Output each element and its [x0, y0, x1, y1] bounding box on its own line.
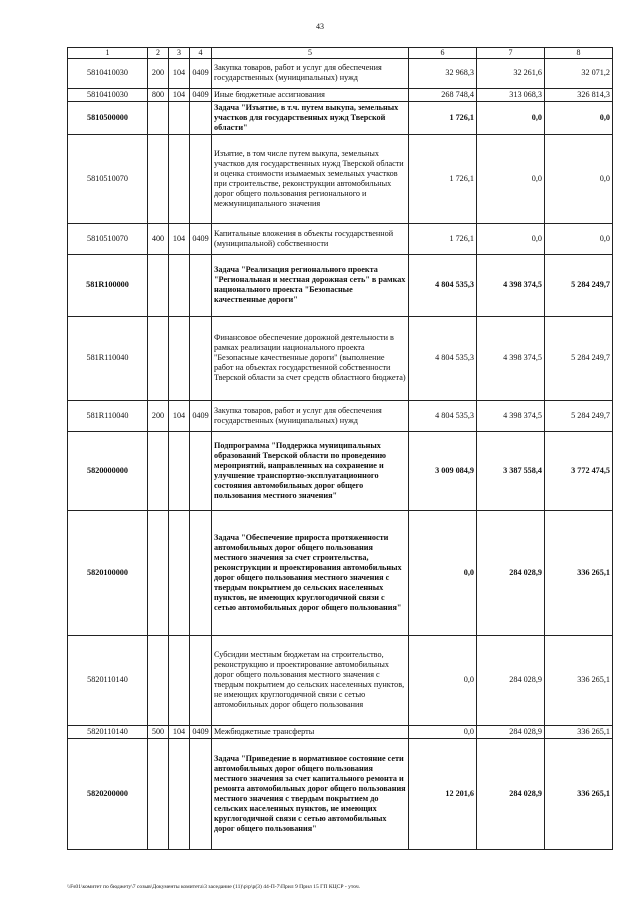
cell-year-2: 0,0 — [477, 223, 545, 254]
table-row — [68, 134, 613, 223]
cell-description: Подпрограмма "Поддержка муниципальных образований Тверской области по проведению мероприятий, направленных на сохранение и улучшение транспортно-эксплуатационного состояния автомобильных дорог общего пользования местного значения" — [212, 431, 409, 510]
cell-subsection — [190, 738, 212, 849]
cell-section: 104 — [169, 400, 190, 431]
file-path-footer: \\Fs01\комитет по бюджету\7 созыв\Документы комитета\3 заседание (11)\p\p\p(3) 44-П-7\Прил 9 Прил 15 ГП КЦСР - уточ. — [67, 884, 361, 890]
cell-year-3: 336 265,1 — [545, 635, 613, 725]
cell-year-3: 336 265,1 — [545, 725, 613, 738]
cell-description: Задача "Изъятие, в т.ч. путем выкупа, земельных участков для государственных нужд Тверской области" — [212, 101, 409, 134]
cell-section: 104 — [169, 88, 190, 101]
cell-year-1: 4 804 535,3 — [409, 316, 477, 400]
cell-subsection — [190, 134, 212, 223]
cell-year-1: 32 968,3 — [409, 58, 477, 88]
cell-description: Иные бюджетные ассигнования — [212, 88, 409, 101]
cell-description: Субсидии местным бюджетам на строительство, реконструкцию и проектирование автомобильных дорог общего пользования местного значения с твердым покрытием до сельских населенных пунктов, не имеющих круглогодичной связи с сетью автомобильных дорог общего пользования — [212, 635, 409, 725]
cell-subsection — [190, 101, 212, 134]
cell-subsection — [190, 254, 212, 316]
cell-code: 5820200000 — [68, 738, 148, 849]
cell-year-1: 4 804 535,3 — [409, 254, 477, 316]
cell-year-1: 0,0 — [409, 635, 477, 725]
column-header: 5 — [212, 48, 409, 59]
table-row — [68, 101, 613, 134]
table-row — [68, 400, 613, 431]
table-body — [68, 58, 613, 849]
cell-year-2: 4 398 374,5 — [477, 400, 545, 431]
cell-year-3: 32 071,2 — [545, 58, 613, 88]
cell-year-2: 0,0 — [477, 101, 545, 134]
column-header: 3 — [169, 48, 190, 59]
cell-section — [169, 134, 190, 223]
cell-code: 5810410030 — [68, 58, 148, 88]
cell-code: 5820110140 — [68, 725, 148, 738]
table-row — [68, 725, 613, 738]
cell-section — [169, 738, 190, 849]
cell-description: Закупка товаров, работ и услуг для обеспечения государственных (муниципальных) нужд — [212, 58, 409, 88]
cell-code: 5810410030 — [68, 88, 148, 101]
page-number: 43 — [316, 22, 324, 31]
cell-subsection — [190, 316, 212, 400]
cell-section — [169, 635, 190, 725]
cell-description: Задача "Приведение в нормативное состояние сети автомобильных дорог общего пользования местного значения за счет капитального ремонта и ремонта автомобильных дорог общего пользования местного значения с твердым покрытием до сельских населенных пунктов, не имеющих круглогодичной связи с сетью автомобильных дорог общего пользования" — [212, 738, 409, 849]
cell-year-3: 0,0 — [545, 134, 613, 223]
table-row — [68, 316, 613, 400]
table-header-row — [68, 48, 613, 59]
cell-subsection: 0409 — [190, 725, 212, 738]
cell-year-1: 4 804 535,3 — [409, 400, 477, 431]
cell-year-1: 1 726,1 — [409, 134, 477, 223]
cell-year-2: 313 068,3 — [477, 88, 545, 101]
column-header: 8 — [545, 48, 613, 59]
cell-section: 104 — [169, 223, 190, 254]
cell-code: 5810500000 — [68, 101, 148, 134]
cell-subsection: 0409 — [190, 400, 212, 431]
column-header: 2 — [148, 48, 169, 59]
cell-year-3: 0,0 — [545, 223, 613, 254]
cell-expense-type — [148, 431, 169, 510]
cell-code: 5820110140 — [68, 635, 148, 725]
cell-code: 5810510070 — [68, 223, 148, 254]
table-row — [68, 88, 613, 101]
cell-subsection: 0409 — [190, 223, 212, 254]
column-header: 6 — [409, 48, 477, 59]
column-header: 4 — [190, 48, 212, 59]
cell-code: 5820100000 — [68, 510, 148, 635]
cell-year-3: 336 265,1 — [545, 738, 613, 849]
cell-expense-type — [148, 316, 169, 400]
cell-code: 581R110040 — [68, 316, 148, 400]
cell-year-2: 3 387 558,4 — [477, 431, 545, 510]
cell-section — [169, 101, 190, 134]
cell-year-2: 284 028,9 — [477, 635, 545, 725]
cell-expense-type: 200 — [148, 400, 169, 431]
cell-year-2: 4 398 374,5 — [477, 254, 545, 316]
cell-expense-type: 200 — [148, 58, 169, 88]
cell-description: Изъятие, в том числе путем выкупа, земельных участков для государственных нужд Тверской области и оценка стоимости изымаемых земельных участков при строительстве, реконструкции автомобильных дорог общего пользования регионального и межмуниципального значения — [212, 134, 409, 223]
cell-code: 5810510070 — [68, 134, 148, 223]
cell-expense-type — [148, 101, 169, 134]
cell-year-3: 0,0 — [545, 101, 613, 134]
cell-year-2: 284 028,9 — [477, 738, 545, 849]
cell-year-3: 5 284 249,7 — [545, 400, 613, 431]
column-header: 7 — [477, 48, 545, 59]
cell-description: Капитальные вложения в объекты государственной (муниципальной) собственности — [212, 223, 409, 254]
table-row — [68, 431, 613, 510]
cell-year-3: 5 284 249,7 — [545, 254, 613, 316]
cell-subsection: 0409 — [190, 58, 212, 88]
cell-year-1: 268 748,4 — [409, 88, 477, 101]
cell-year-1: 1 726,1 — [409, 223, 477, 254]
cell-year-3: 3 772 474,5 — [545, 431, 613, 510]
cell-section: 104 — [169, 725, 190, 738]
table-row — [68, 254, 613, 316]
cell-description: Задача "Реализация регионального проекта "Региональная и местная дорожная сеть" в рамках национального проекта "Безопасные качественные дороги" — [212, 254, 409, 316]
cell-year-1: 0,0 — [409, 725, 477, 738]
cell-year-1: 0,0 — [409, 510, 477, 635]
table-row — [68, 738, 613, 849]
cell-code: 581R100000 — [68, 254, 148, 316]
cell-subsection — [190, 635, 212, 725]
cell-year-3: 326 814,3 — [545, 88, 613, 101]
table-row — [68, 635, 613, 725]
cell-expense-type — [148, 635, 169, 725]
cell-expense-type: 400 — [148, 223, 169, 254]
cell-year-3: 336 265,1 — [545, 510, 613, 635]
cell-section: 104 — [169, 58, 190, 88]
cell-year-1: 3 009 084,9 — [409, 431, 477, 510]
cell-section — [169, 431, 190, 510]
budget-table — [67, 47, 613, 850]
cell-expense-type — [148, 738, 169, 849]
cell-year-2: 32 261,6 — [477, 58, 545, 88]
cell-subsection: 0409 — [190, 88, 212, 101]
cell-description: Закупка товаров, работ и услуг для обеспечения государственных (муниципальных) нужд — [212, 400, 409, 431]
cell-code: 5820000000 — [68, 431, 148, 510]
cell-year-2: 4 398 374,5 — [477, 316, 545, 400]
cell-expense-type: 800 — [148, 88, 169, 101]
cell-expense-type — [148, 510, 169, 635]
cell-description: Задача "Обеспечение прироста протяженности автомобильных дорог общего пользования местного значения за счет строительства, реконструкции и проектирования автомобильных дорог общего пользования местного значения с твердым покрытием до сельских населенных пунктов, не имеющих круглогодичной связи с сетью автомобильных дорог общего пользования" — [212, 510, 409, 635]
table-row — [68, 223, 613, 254]
cell-description: Финансовое обеспечение дорожной деятельности в рамках реализации национального проекта "Безопасные качественные дороги" (выполнение работ на объектах государственной собственности Тверской области за счет средств областного бюджета) — [212, 316, 409, 400]
cell-description: Межбюджетные трансферты — [212, 725, 409, 738]
column-header: 1 — [68, 48, 148, 59]
cell-subsection — [190, 510, 212, 635]
cell-code: 581R110040 — [68, 400, 148, 431]
cell-expense-type: 500 — [148, 725, 169, 738]
table-row — [68, 58, 613, 88]
cell-year-1: 1 726,1 — [409, 101, 477, 134]
cell-year-2: 0,0 — [477, 134, 545, 223]
cell-expense-type — [148, 134, 169, 223]
cell-year-2: 284 028,9 — [477, 510, 545, 635]
cell-year-3: 5 284 249,7 — [545, 316, 613, 400]
cell-year-2: 284 028,9 — [477, 725, 545, 738]
cell-section — [169, 316, 190, 400]
table-row — [68, 510, 613, 635]
cell-section — [169, 254, 190, 316]
cell-expense-type — [148, 254, 169, 316]
cell-section — [169, 510, 190, 635]
cell-subsection — [190, 431, 212, 510]
cell-year-1: 12 201,6 — [409, 738, 477, 849]
